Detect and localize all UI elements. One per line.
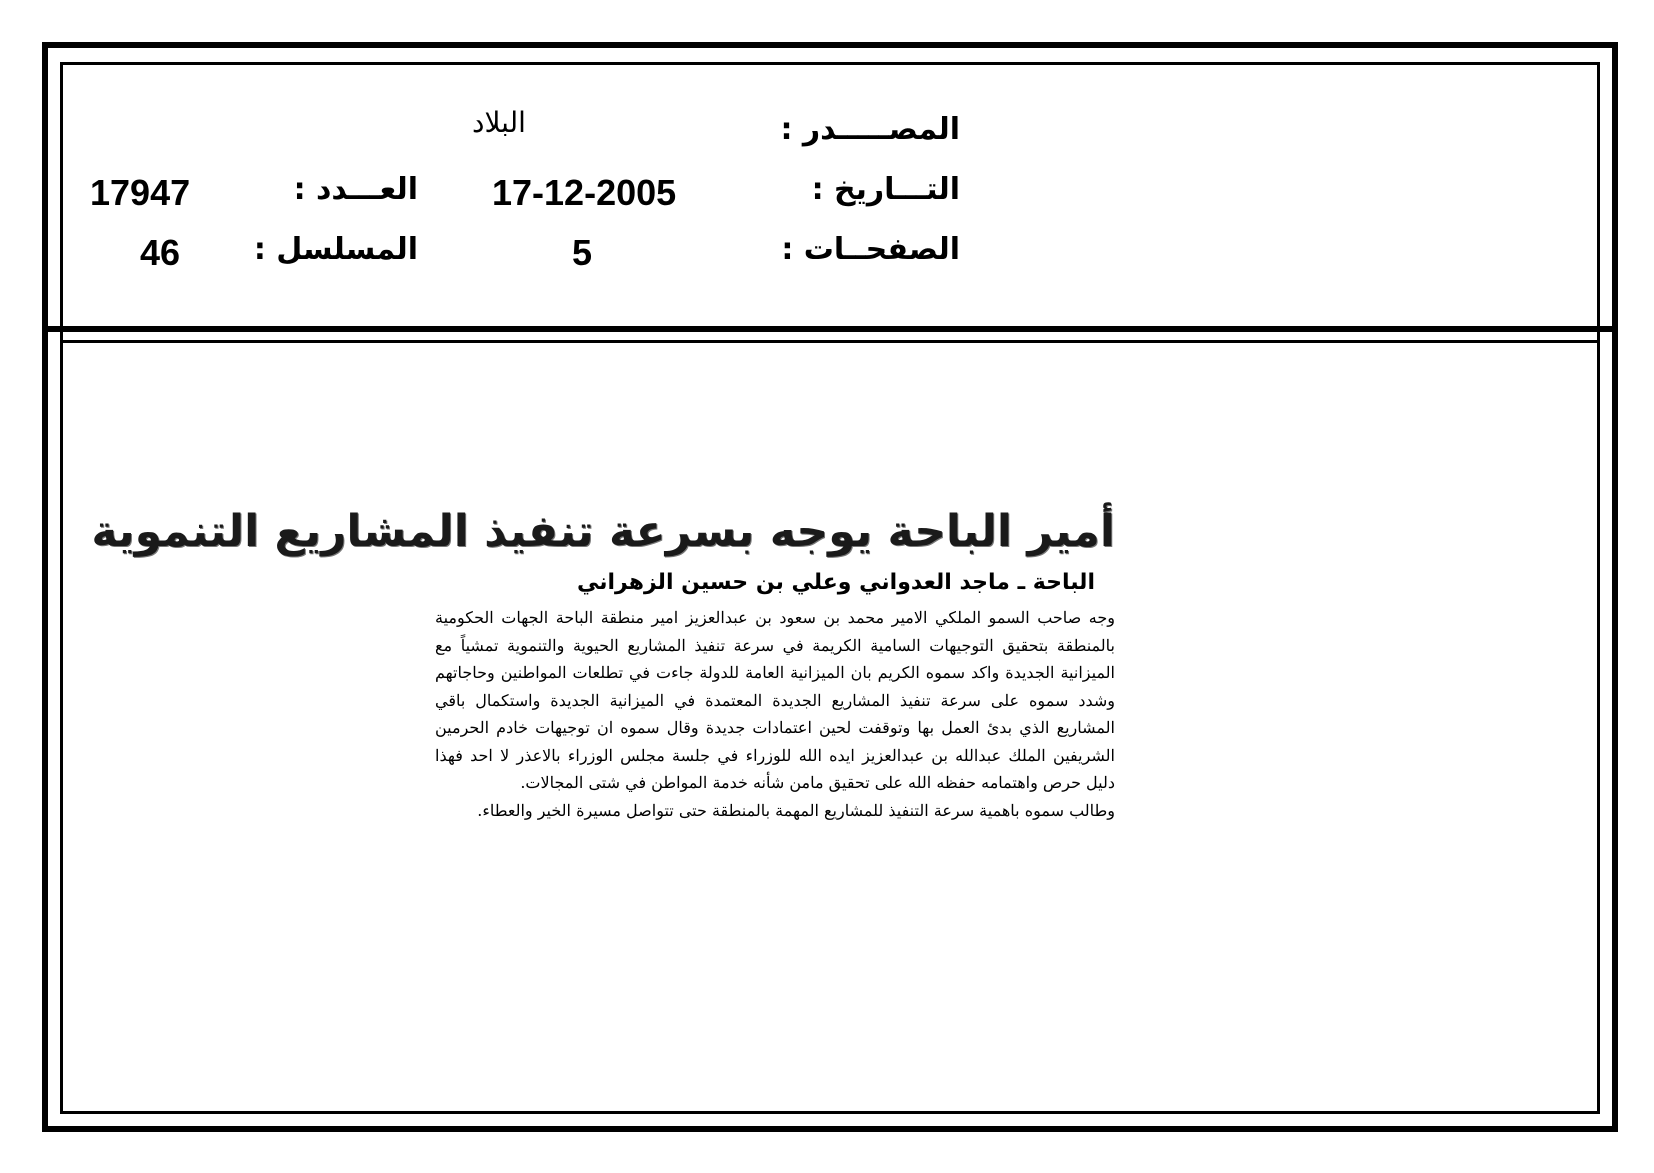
article-paragraph: وطالب سموه باهمية سرعة التنفيذ للمشاريع المهمة بالمنطقة حتى تتواصل مسيرة الخير والعطاء. xyxy=(477,800,1115,820)
issue-value: 17947 xyxy=(90,172,191,213)
article-byline: الباحة ـ ماجد العدواني وعلي بن حسين الزهراني xyxy=(577,570,1095,595)
serial-label: المسلسل : xyxy=(253,232,418,267)
header-divider-thick xyxy=(42,326,1618,332)
source-label: المصـــــدر : xyxy=(780,112,960,147)
pages-label: الصفحــات : xyxy=(781,232,960,267)
serial-value: 46 xyxy=(140,232,181,273)
date-value: 17-12-2005 xyxy=(492,172,677,213)
pages-value: 5 xyxy=(572,232,593,273)
header-divider-thin xyxy=(60,340,1600,343)
date-label: التـــاريخ : xyxy=(811,172,960,207)
article-paragraph: وجه صاحب السمو الملكي الامير محمد بن سعود بن عبدالعزيز امير منطقة الباحة الجهات الحكومية بالمنطقة بتحقيق التوجيهات السامية الكريمة في سرعة تنفيذ المشاريع الحيوية والتنموية تمشياً مع الميزانية الجديدة واكد سموه الكريم بان الميزانية العامة للدولة جاءت في تطلعات المواطنين وحاجاتهم وشدد سموه على سرعة تنفيذ المشاريع الجديدة المعتمدة في الميزانية الجديدة واستكمال باقي المشاريع الذي بدئ العمل بها وتوقفت لحين اعتمادات جديدة وقال سموه ان توجيهات خادم الحرمين الشريفين الملك عبدالله بن عبدالعزيز ايده الله للوزراء في جلسة مجلس الوزراء بالاعذر لا احد فهذا دليل حرص واهتمامه حفظه الله على تحقيق مامن شأنه خدمة المواطن في شتى المجالات. xyxy=(435,608,1115,792)
article-headline: أمير الباحة يوجه بسرعة تنفيذ المشاريع التنموية xyxy=(91,506,1115,557)
source-value: البلاد xyxy=(472,106,526,139)
article-clipping xyxy=(91,500,1115,824)
issue-label: العـــدد : xyxy=(293,172,418,207)
